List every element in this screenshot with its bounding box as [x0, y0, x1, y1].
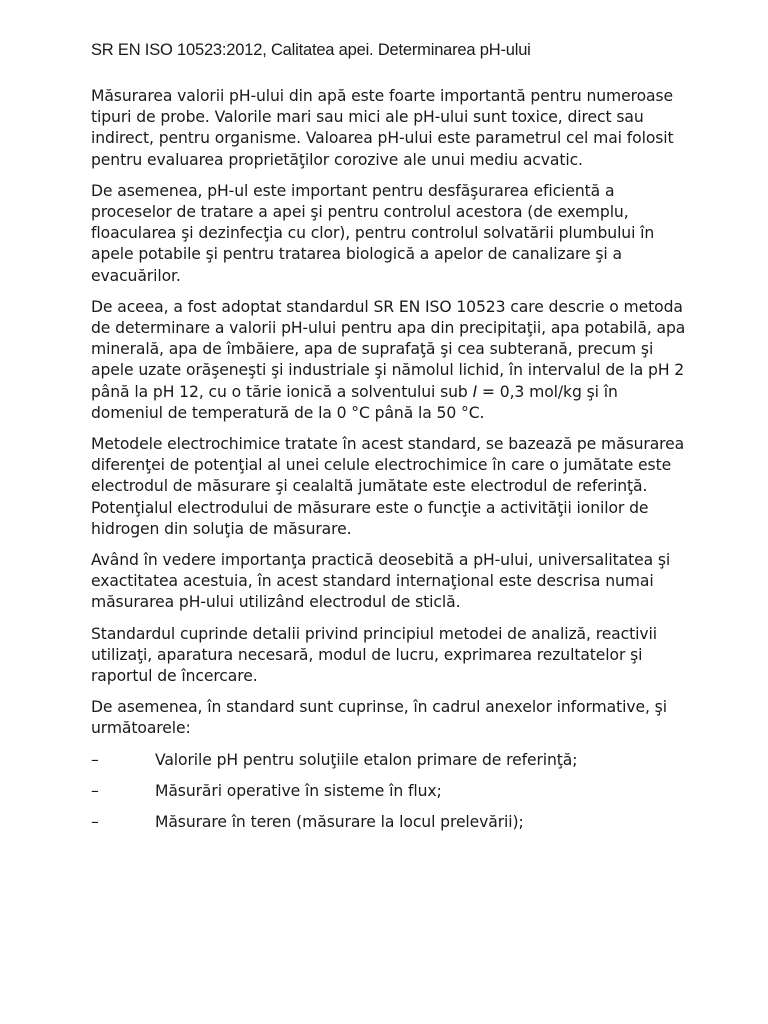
list-dash: –: [91, 781, 99, 800]
paragraph-5: Având în vedere importanţa practică deosebită a pH-ului, universalitatea şi exactitatea acestuia, în acest standard internaţional este descrisa numai măsurarea pH-ului utilizând electrodul de sticlă.: [91, 551, 671, 612]
paragraph-6: Standardul cuprinde detalii privind principiul metodei de analiză, reactivii utilizaţi, aparatura necesară, modul de lucru, exprimarea rezultatelor şi raportul de încercare.: [91, 624, 657, 686]
list-item-text: Valorile pH pentru soluţiile etalon primare de referinţă;: [155, 750, 578, 769]
document-page: [91, 38, 691, 843]
paragraph-4: Metodele electrochimice tratate în acest standard, se bazează pe măsurarea diferenţei de potenţial al unei celule electrochimice în care o jumătate este electrodul de măsurare şi cealaltă jumătate este electrodul de referinţă. Potenţialul electrodului de măsurare este o funcţie a activităţii ionilor de hidrogen din soluţia de măsurare.: [91, 435, 685, 538]
list-item: [91, 812, 691, 833]
list-item-text: Măsurări operative în sisteme în flux;: [155, 781, 442, 800]
paragraph-3: [91, 297, 691, 424]
list-dash: –: [91, 750, 99, 769]
list-item-text: Măsurare în teren (măsurare la locul prelevării);: [155, 813, 524, 832]
list-item: [91, 781, 691, 802]
paragraph-1: Măsurarea valorii pH-ului din apă este foarte importantă pentru numeroase tipuri de probe. Valorile mari sau mici ale pH-ului sunt toxice, direct sau indirect, pentru organisme. Valoarea pH-ului este parametrul cel mai folosit pentru evaluarea proprietăţilor corozive ale unui mediu acvatic.: [91, 87, 674, 169]
document-title: SR EN ISO 10523:2012, Calitatea apei. Determinarea pH-ului: [91, 41, 531, 59]
list-item: [91, 750, 691, 771]
list-dash: –: [91, 813, 99, 832]
paragraph-3-text-end: = 0,3 mol/kg şi în domeniul de temperatură de la 0 °C până la 50 °C.: [91, 382, 618, 422]
paragraph-2: De asemenea, pH-ul este important pentru desfăşurarea eficientă a proceselor de tratare a apei şi pentru controlul acestora (de exemplu, floacularea şi dezinfecţia cu clor), pentru controlul solvatării plumbului în apele potabile şi pentru tratarea biologică a apelor de canalizare şi a evacuărilor.: [91, 181, 655, 285]
ionic-strength-symbol: I: [472, 382, 478, 401]
paragraph-3-text-start: De aceea, a fost adoptat standardul SR EN ISO 10523 care descrie o metoda de determinare a valorii pH-ului pentru apa din precipitaţii, apa potabilă, apa minerală, apa de îmbăiere, apa de suprafaţă şi cea subterană, precum şi apele uzate orăşeneşti şi industriale şi nămolul lichid, în intervalul de la pH 2 până la pH 12, cu o tărie ionică a solventului sub: [91, 297, 686, 401]
annex-list: [91, 750, 691, 834]
paragraph-7: De asemenea, în standard sunt cuprinse, în cadrul anexelor informative, şi următoarele:: [91, 698, 667, 738]
